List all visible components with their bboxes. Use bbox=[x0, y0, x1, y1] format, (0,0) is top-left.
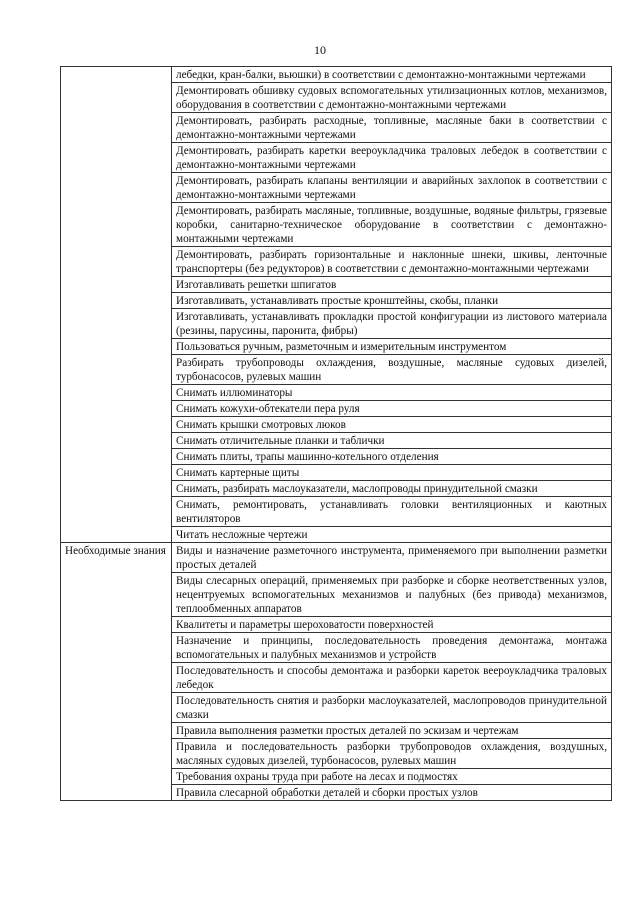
competency-table bbox=[60, 66, 612, 801]
list-item: Демонтировать, разбирать расходные, топливные, масляные баки в соответствии с демонтажно-монтажными чертежами bbox=[172, 113, 612, 143]
list-item: Снимать плиты, трапы машинно-котельного отделения bbox=[172, 449, 612, 465]
list-item: Снимать картерные щиты bbox=[172, 465, 612, 481]
list-item: Разбирать трубопроводы охлаждения, воздушные, масляные судовых дизелей, турбонасосов, рулевых машин bbox=[172, 355, 612, 385]
list-item: Требования охраны труда при работе на лесах и подмостях bbox=[172, 769, 612, 785]
list-item: Снимать иллюминаторы bbox=[172, 385, 612, 401]
list-item: Демонтировать, разбирать масляные, топливные, воздушные, водяные фильтры, грязевые коробки, санитарно-техническое оборудование в соответствии с демонтажно-монтажными чертежами bbox=[172, 203, 612, 247]
competency-table-body bbox=[61, 67, 612, 801]
list-item: Снимать отличительные планки и таблички bbox=[172, 433, 612, 449]
list-item: Изготавливать, устанавливать простые кронштейны, скобы, планки bbox=[172, 293, 612, 309]
list-item: Снимать, разбирать маслоуказатели, маслопроводы принудительной смазки bbox=[172, 481, 612, 497]
list-item: Виды и назначение разметочного инструмента, применяемого при выполнении разметки простых деталей bbox=[172, 543, 612, 573]
list-item: Последовательность и способы демонтажа и разборки кареток веероукладчика траловых лебедок bbox=[172, 663, 612, 693]
list-item: Последовательность снятия и разборки маслоуказателей, маслопроводов принудительной смазки bbox=[172, 693, 612, 723]
list-item: Виды слесарных операций, применяемых при разборке и сборке неответственных узлов, нецентруемых вспомогательных механизмов и палубных (без привода) механизмов, теплообменных аппаратов bbox=[172, 573, 612, 617]
list-item: Демонтировать, разбирать горизонтальные и наклонные шнеки, шкивы, ленточные транспортеры (без редукторов) в соответствии с демонтажно-монтажными чертежами bbox=[172, 247, 612, 277]
table-row bbox=[61, 543, 612, 573]
list-item: Изготавливать решетки шпигатов bbox=[172, 277, 612, 293]
list-item: Квалитеты и параметры шероховатости поверхностей bbox=[172, 617, 612, 633]
page-number: 10 bbox=[314, 43, 326, 57]
section-label-empty bbox=[61, 67, 172, 543]
list-item: Снимать кожухи-обтекатели пера руля bbox=[172, 401, 612, 417]
list-item: Снимать крышки смотровых люков bbox=[172, 417, 612, 433]
section-label-knowledge: Необходимые знания bbox=[61, 543, 172, 801]
list-item: Правила выполнения разметки простых деталей по эскизам и чертежам bbox=[172, 723, 612, 739]
list-item: Демонтировать обшивку судовых вспомогательных утилизационных котлов, механизмов, оборудования в соответствии с демонтажно-монтажными чертежами bbox=[172, 83, 612, 113]
list-item: Правила и последовательность разборки трубопроводов охлаждения, воздушных, масляных судовых дизелей, турбонасосов, рулевых машин bbox=[172, 739, 612, 769]
list-item: Пользоваться ручным, разметочным и измерительным инструментом bbox=[172, 339, 612, 355]
list-item: Изготавливать, устанавливать прокладки простой конфигурации из листового материала (резины, парусины, паронита, фибры) bbox=[172, 309, 612, 339]
list-item: Демонтировать, разбирать клапаны вентиляции и аварийных захлопок в соответствии с демонтажно-монтажными чертежами bbox=[172, 173, 612, 203]
table-row bbox=[61, 67, 612, 83]
list-item: лебедки, кран-балки, вьюшки) в соответствии с демонтажно-монтажными чертежами bbox=[172, 67, 612, 83]
list-item: Назначение и принципы, последовательность проведения демонтажа, монтажа вспомогательных и палубных механизмов и устройств bbox=[172, 633, 612, 663]
list-item: Читать несложные чертежи bbox=[172, 527, 612, 543]
list-item: Правила слесарной обработки деталей и сборки простых узлов bbox=[172, 785, 612, 801]
list-item: Демонтировать, разбирать каретки веероукладчика траловых лебедок в соответствии с демонтажно-монтажными чертежами bbox=[172, 143, 612, 173]
list-item: Снимать, ремонтировать, устанавливать головки вентиляционных и каютных вентиляторов bbox=[172, 497, 612, 527]
